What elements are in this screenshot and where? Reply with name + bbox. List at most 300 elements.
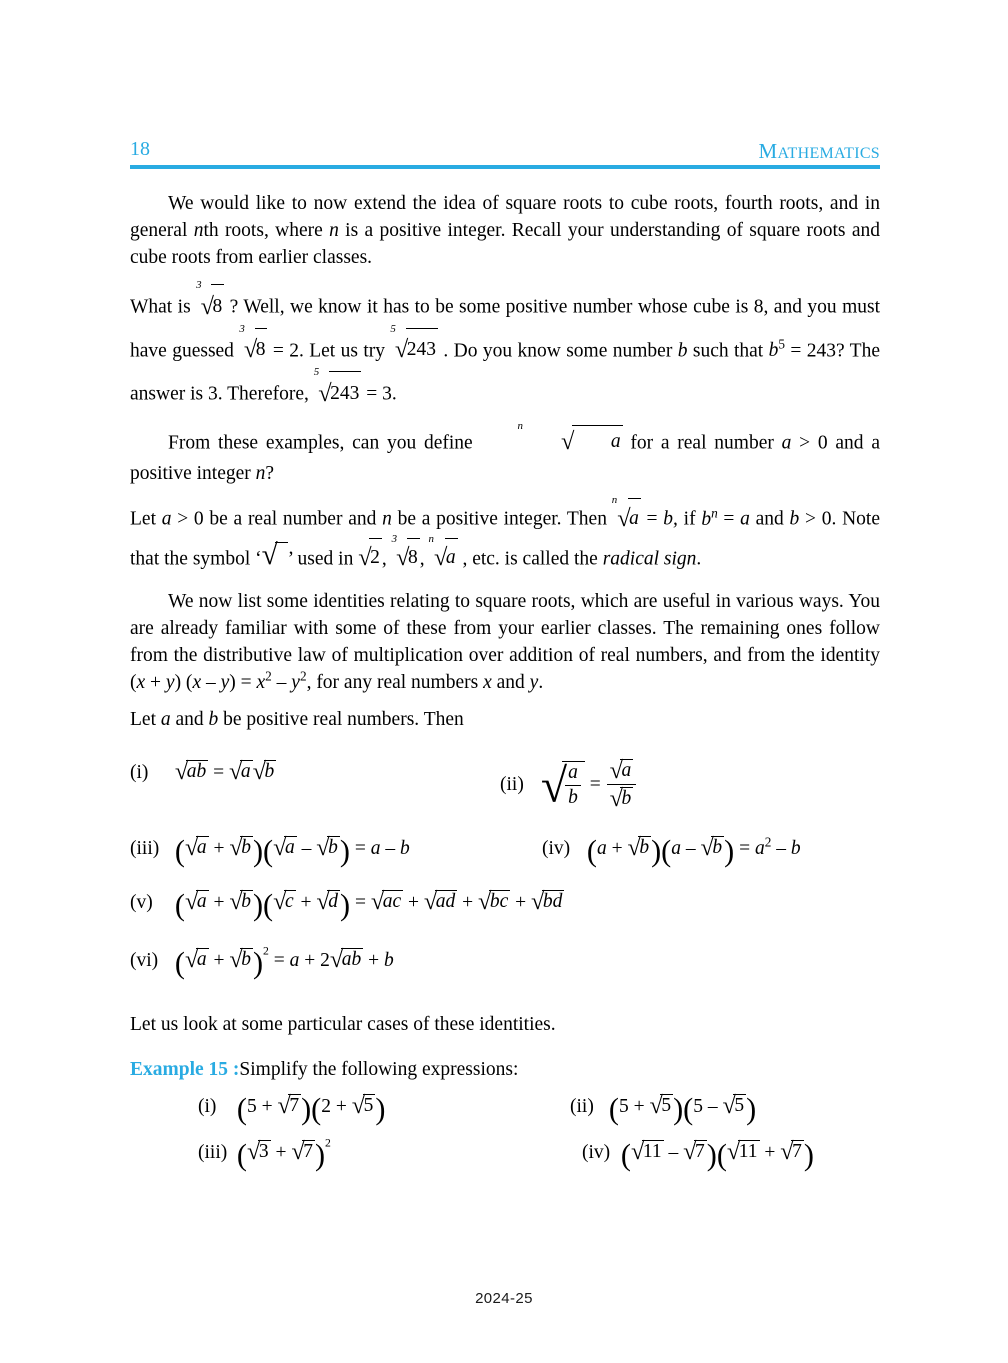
p5-y-squared [291,668,307,693]
identity-row [130,944,880,987]
operator: + [628,1096,650,1117]
p4-italic-a: a [161,508,172,530]
paren-open: ( [263,887,274,922]
p5-sup2b: 2 [299,668,307,684]
p3-seg1: From these examples, can you define [168,432,481,453]
radical-sign-icon: √ [318,379,332,407]
result-b: b [790,838,801,859]
radicand: 5 [661,1095,672,1116]
identity-item-iv [542,833,801,868]
result-a: a [370,838,381,859]
term: 5 [246,1096,257,1117]
radical-sign-icon: √ [200,292,214,320]
radicand: 3 [258,1141,269,1162]
p3-italic-a: a [781,432,792,453]
radicand [638,836,651,860]
paren-open: ( [263,833,274,868]
p2-seg5: such that [687,340,769,361]
radical-sign-icon: √ [433,543,448,571]
radicand [435,890,458,914]
radicand-text: b [621,788,632,810]
radicand-text: a [196,891,207,912]
operator: + [270,1142,292,1163]
operator: + [510,892,532,913]
radical-sign-icon: √ [174,757,189,785]
radicand-text: c [284,891,294,912]
paren-open: ( [311,1091,322,1126]
operator: + [208,892,230,913]
subject-header [758,139,880,164]
example-label: Example 15 : [130,1059,240,1080]
radicand-text: a [610,431,621,452]
paragraph-particular-cases: Let us look at some particular cases of these identities. [130,1014,556,1035]
p4-italic-b2: b [701,508,712,530]
radical-sign-icon: √ [246,1137,261,1165]
radical-sign-icon: √ [184,945,199,973]
equals-sign: = [268,950,290,971]
radical-sign-icon: √ [627,833,641,861]
radical-sign-icon: √ [273,887,287,915]
term-a2: a [671,838,681,859]
radicand: 5 [734,1095,745,1116]
radical-b [316,835,340,860]
p5-x1: x [136,672,146,693]
operator: – [380,838,400,859]
p4-italic-b3: b [789,508,800,530]
radicand [711,836,724,860]
radical-b [253,759,277,784]
p1-italic-n: n [193,220,204,241]
radical-11 [727,1139,760,1164]
identity-item-iii [130,833,410,868]
paren-open: ( [174,887,185,922]
radicand [327,836,340,860]
paren-open: ( [620,1137,631,1172]
p5-minus: – [201,672,221,693]
radicand [196,890,209,914]
paren-close: ) [252,945,264,980]
example-row [130,1136,880,1185]
p2-seg3: = 2. Let us try [267,340,391,361]
radical-c [273,889,296,914]
radical-b [610,786,634,811]
radicand: 7 [303,1141,313,1162]
radical-ab [175,759,208,784]
p4-seg13: . [696,548,702,569]
radical-sign-icon: √ [478,887,492,915]
p5-seg2: ) ( [174,672,193,693]
p1-seg3: is a positive integer. Recall your understanding of square roots and cube roots from earlier classes. [130,220,880,268]
radicand-text: a [196,837,207,858]
identity-tag: (i) [130,762,149,783]
p4-italic-n: n [382,508,392,530]
operator: + [208,838,230,859]
paren-close: ) [803,1137,814,1172]
radicand [542,890,565,914]
radical-sign-icon: √ [560,427,575,455]
paren-open: ( [661,833,672,868]
fraction-numerator: a [568,762,578,784]
p4-seg6: = [717,508,741,530]
p6-seg3: be positive real numbers. Then [218,709,464,730]
radical-sign-icon: √ [316,887,330,915]
equals-sign: = [213,762,225,783]
radicand-text: a [284,837,295,858]
p1-seg2: th roots, where [203,220,330,241]
term: 2 [321,1096,331,1117]
paren-close: ) [252,887,264,922]
radicand [620,787,633,811]
result-b: b [399,838,410,859]
radical-a [229,759,253,784]
p6-italic-b: b [208,709,219,730]
radical-cube-root-8-b [239,322,267,373]
example-heading [130,1056,880,1083]
p6-italic-a: a [160,709,171,730]
radicand-text: bc [489,891,509,912]
paragraph-extend-idea [130,190,880,271]
result-exponent: 2 [764,834,772,850]
radical-d [316,889,340,914]
p3-seg4: ? [265,463,275,484]
p5-sup2a: 2 [265,668,272,684]
radical-sign-icon: √ [277,1091,291,1119]
radical-sign-icon: √ [617,504,631,532]
radicand-text: a [621,760,632,782]
result-a: a [754,838,765,859]
result-a: a [289,950,300,971]
radicand: 8 [407,538,420,578]
paragraph-identities-intro [130,588,880,696]
p3-seg2: for a real number [622,432,782,453]
radical-fifth-root-243-b [313,366,362,416]
header-rule [130,165,880,169]
example-tag: (i) [198,1096,217,1117]
radical-b [229,947,253,972]
p6-seg1: Let [130,709,161,730]
p5-seg5: , for any real numbers [306,672,484,693]
radical-sign-icon: √ [726,1137,741,1165]
radical-nth-root-a-3 [428,533,457,579]
example-item-i [198,1091,386,1126]
radicand-text: b [712,837,723,858]
radicand: 8 [255,328,268,372]
identity-item-vi [130,944,394,980]
operator: + [295,892,317,913]
radical-b [700,835,724,860]
radical-sign-icon: √ [229,833,243,861]
p6-seg2: and [170,709,209,730]
radicand-text: ab [341,949,362,970]
p4-seg11: , [419,548,430,569]
identity-item-i [130,759,276,784]
radicand-text: ac [382,891,402,912]
p2-italic-b: b [677,340,688,361]
radical-5 [649,1093,673,1118]
radicand [489,890,510,914]
result-a-squared [754,834,772,859]
radical-sign-icon: √ [531,887,545,915]
p5-x-squared [256,668,272,693]
identity-list [130,759,880,987]
equals-sign: = [734,838,755,859]
radical-sign-icon: √ [609,757,623,785]
radical-a [185,835,209,860]
operator: + [256,1096,278,1117]
radicand: 243 [406,328,438,372]
p5-y2: y [220,672,230,693]
p5-plus: + [145,672,166,693]
radical-index: n [611,493,618,506]
p2-exponent: 5 [778,336,785,352]
paren-close: ) [314,1137,326,1172]
paren-close: ) [706,1137,717,1172]
radical-7 [291,1139,315,1164]
radical-sign-icon: √ [370,887,385,915]
p5-x3: x [256,672,266,693]
fraction-denominator: b [568,787,578,809]
radical-b [627,835,651,860]
identity-tag: (iii) [130,838,160,859]
p5-seg7: . [538,672,544,693]
radical-sqrt-2 [358,539,382,579]
radical-cube-root-8-a [196,279,224,329]
radicand-text: bd [542,891,563,912]
operator: – [680,838,701,859]
page-content [130,138,880,1185]
radical-sign-icon: √ [540,759,568,813]
operator: + [330,1096,352,1117]
radicand [284,890,296,914]
radicand: 5 [363,1095,374,1116]
radicand [341,948,364,972]
p5-seg4: – [271,672,292,693]
radical-a [610,758,634,783]
p3-italic-n: n [255,463,266,484]
operator: + [208,950,230,971]
radical-sign-icon: √ [609,785,623,813]
example-item-iv [582,1137,814,1172]
p5-y1: y [165,672,175,693]
radical-sign-icon: √ [243,335,258,363]
example-row [130,1093,880,1139]
paren-open: ( [608,1091,619,1126]
paren-close: ) [301,1091,312,1126]
radical-index: 3 [196,279,202,292]
radical-b [229,889,253,914]
paren-close: ) [724,833,735,868]
operator: + 2 [299,950,330,971]
radical-fifth-root-243-a [390,322,438,373]
radical-sign-icon: √ [316,833,330,861]
radical-7 [277,1093,301,1118]
identity-tag: (vi) [130,950,159,971]
radical-sign-icon: √ [780,1137,794,1165]
p5-x2: x [192,672,202,693]
radical-sign-icon: √ [184,833,199,861]
paren-open: ( [236,1137,247,1172]
squared-group [236,1136,331,1172]
p5-y3: y [291,672,300,693]
radical-bc [478,889,510,914]
p5-seg1: We now list some identities relating to square roots, which are useful in various ways. You are already familiar with some of these from your earlier classes. The remaining ones follow from the distributive law of multiplication over addition of real numbers, and from the identity ( [130,591,880,693]
radicand [327,890,340,914]
radical-sign-icon: √ [273,833,287,861]
operator: – [663,1142,684,1163]
radical-sign-icon: √ [229,757,243,785]
squared-group [174,944,269,980]
p4-exponent-n: n [711,505,718,520]
radicand [240,836,253,860]
radicand-text: a [196,949,207,970]
radical-index: n [517,420,523,433]
radicand: 8 [211,284,224,328]
p4-seg7: and [749,508,790,530]
exponent: 2 [325,1136,331,1150]
p4-seg10: , [381,548,392,569]
radical-sign-icon: √ [700,833,714,861]
radical-index: 5 [390,322,396,335]
paren-open: ( [236,1091,247,1126]
example-tag: (iv) [582,1142,611,1163]
radical-sign-icon: √ [229,887,243,915]
example-item-iii [198,1136,331,1172]
fraction-sqrt-a-over-sqrt-b [607,758,637,811]
p5-seg3: ) = [229,672,257,693]
radical-index: 3 [391,532,398,545]
paren-close: ) [651,833,662,868]
radical-index: 3 [239,322,245,335]
equals-sign: = [589,773,601,795]
operator: + [606,838,628,859]
page-footer: 2024-25 [475,1290,533,1307]
radical-index: 5 [313,366,320,379]
identity-tag: (iv) [542,838,571,859]
p5-seg6: and [491,672,530,693]
p4-italic-a2: a [740,508,750,530]
p5-y4: y [529,672,539,693]
radical-nth-root-a-1 [480,420,622,459]
identity-item-ii [500,759,637,812]
radicand-text: b [639,837,650,858]
subject-header-initial: M [758,139,778,163]
paren-open: ( [586,833,597,868]
radical-sign-icon: √ [329,945,344,973]
radicand [445,538,458,578]
radical-sign-icon: √ [722,1091,736,1119]
radical-5 [352,1093,376,1118]
p4-italic-b: b, [663,508,678,530]
p4-seg5: if [677,508,702,530]
p3-seg3: > 0 and a positive integer [130,432,880,484]
radicand [562,761,585,810]
bare-radical-sign-icon: √ [262,547,288,567]
paren-close: ) [673,1091,684,1126]
radical-sign-icon: √ [423,887,438,915]
paragraph-define-nth-root [130,420,880,490]
radicand-text: ab [186,761,207,782]
p2-seg4: . Do you know some number [438,340,678,361]
operator: – [702,1096,723,1117]
radical-7 [683,1139,707,1164]
operator: + [403,892,424,913]
radicand [382,890,403,914]
term-a: a [596,838,607,859]
p4-seg3: be a positive integer. Then [391,508,613,530]
equals-sign: = [349,838,371,859]
p2-seg1: What is [130,296,197,318]
radicand-text: d [328,891,339,912]
radicand: 2 [369,538,382,578]
radicand [264,760,277,784]
p2-seg7: = 3. [361,383,397,405]
radicand [240,890,253,914]
page-number: 18 [130,138,150,160]
radicand: 243 [329,371,361,415]
radical-a [185,947,209,972]
radicand [284,836,297,860]
p5-x4: x [483,672,492,693]
identity-row [130,889,880,929]
radical-7 [780,1139,804,1164]
radicand-text: ad [435,891,456,912]
radical-5 [722,1093,746,1118]
radical-sign-icon: √ [394,335,409,363]
radicand [620,759,633,783]
p1-italic-n2: n [329,220,339,241]
radical-sign-icon: √ [630,1137,645,1165]
example-items-list [130,1093,880,1185]
operator: – [296,838,317,859]
example-prompt: Simplify the following expressions: [239,1059,519,1080]
radicand-text: a [629,507,639,529]
radical-nth-root-a-2 [611,493,641,539]
radicand [628,498,641,538]
radicand: 11 [642,1141,662,1162]
p2-seg6: = 243? The answer is 3. Therefore, [130,340,881,405]
p4-seg4: = [640,508,664,530]
radical-ab [330,947,363,972]
radical-sign-icon: √ [649,1091,663,1119]
equals-sign: = [350,892,371,913]
radical-11 [631,1139,664,1164]
radicand-text: a [445,547,456,568]
paren-open: ( [716,1137,727,1172]
radical-sign-icon: √ [252,757,266,785]
paren-close: ) [340,887,351,922]
p2-italic-b2: b [768,340,779,361]
subject-header-rest: ATHEMATICS [777,145,880,162]
operator: – [771,838,791,859]
paren-close: ) [252,833,264,868]
identity-item-v [130,887,564,922]
radical-bd [531,889,564,914]
radicand-text: b [264,761,275,782]
operator: + [363,950,384,971]
paren-open: ( [174,833,185,868]
radical-index: n [428,533,434,546]
paren-open: ( [683,1091,694,1126]
radicand-text: b [241,891,251,912]
radicand: 7 [694,1141,705,1162]
result-b: b [384,950,394,971]
radical-sign-icon: √ [683,1137,697,1165]
p1-seg1: We would like to now extend the idea of square roots to cube roots, fourth roots, and in general [130,193,880,241]
term: 5 [618,1096,629,1117]
paragraph-what-is-cube-root [130,279,881,416]
radicand-text: b [241,949,251,970]
p4-seg9: ’ used in [287,548,359,569]
